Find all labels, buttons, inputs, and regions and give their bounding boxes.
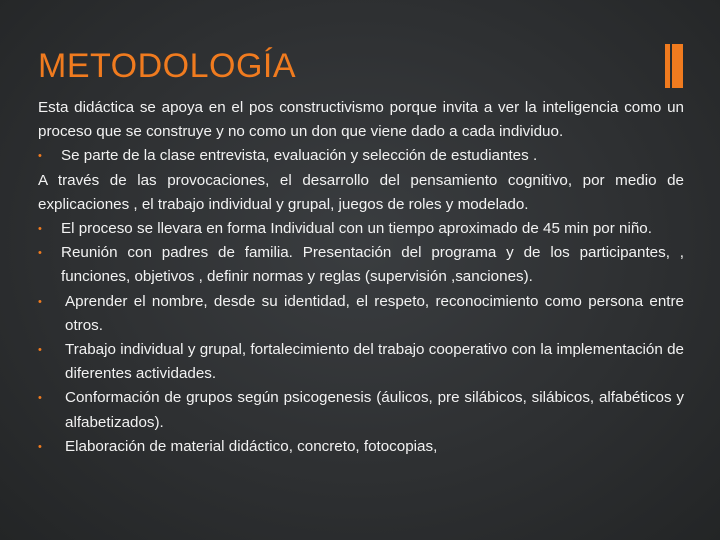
bullet-dot-icon: •: [38, 392, 42, 405]
bullet-item: [38, 386, 684, 434]
paragraph-intro: Esta didáctica se apoya en el pos constructivismo porque invita a ver la inteligencia como un proceso que se construye y no como un don que viene dado a cada individuo.: [38, 99, 684, 141]
bullet-text: Reunión con padres de familia. Presentación del programa y de los participantes, , funciones, objetivos , definir normas y reglas (supervisión ,sanciones).: [61, 244, 684, 286]
bullet-item: [38, 338, 684, 386]
accent-bar-thick: [672, 44, 683, 88]
bullet-text: Elaboración de material didáctico, concreto, fotocopias,: [65, 437, 438, 455]
bullet-dot-icon: •: [38, 223, 42, 236]
bullet-dot-icon: •: [38, 295, 42, 308]
bullet-text: Aprender el nombre, desde su identidad, el respeto, reconocimiento como persona entre otros.: [65, 292, 684, 334]
bullet-dot-icon: •: [38, 440, 42, 453]
slide-title: METODOLOGÍA: [38, 47, 297, 85]
bullet-text: Se parte de la clase entrevista, evaluación y selección de estudiantes .: [61, 147, 538, 165]
bullet-dot-icon: •: [38, 247, 42, 260]
bullet-text: Trabajo individual y grupal, fortalecimiento del trabajo cooperativo con la implementación de diferentes actividades.: [65, 341, 684, 383]
bullet-item: [38, 217, 684, 241]
bullet-dot-icon: •: [38, 344, 42, 357]
bullet-item: [38, 241, 684, 289]
paragraph-provocaciones: A través de las provocaciones, el desarrollo del pensamiento cognitivo, por medio de explicaciones , el trabajo individual y grupal, juegos de roles y modelado.: [38, 171, 684, 213]
bullet-item: [38, 144, 684, 168]
bullet-dot-icon: •: [38, 150, 42, 163]
bullet-text: El proceso se llevara en forma Individual con un tiempo aproximado de 45 min por niño.: [61, 220, 652, 238]
bullet-item: [38, 435, 684, 459]
bullet-item: [38, 290, 684, 338]
bullet-text: Conformación de grupos según psicogenesis (áulicos, pre silábicos, silábicos, alfabéticos y alfabetizados).: [65, 389, 684, 431]
slide-body: [38, 96, 684, 459]
accent-bar: [665, 44, 670, 88]
